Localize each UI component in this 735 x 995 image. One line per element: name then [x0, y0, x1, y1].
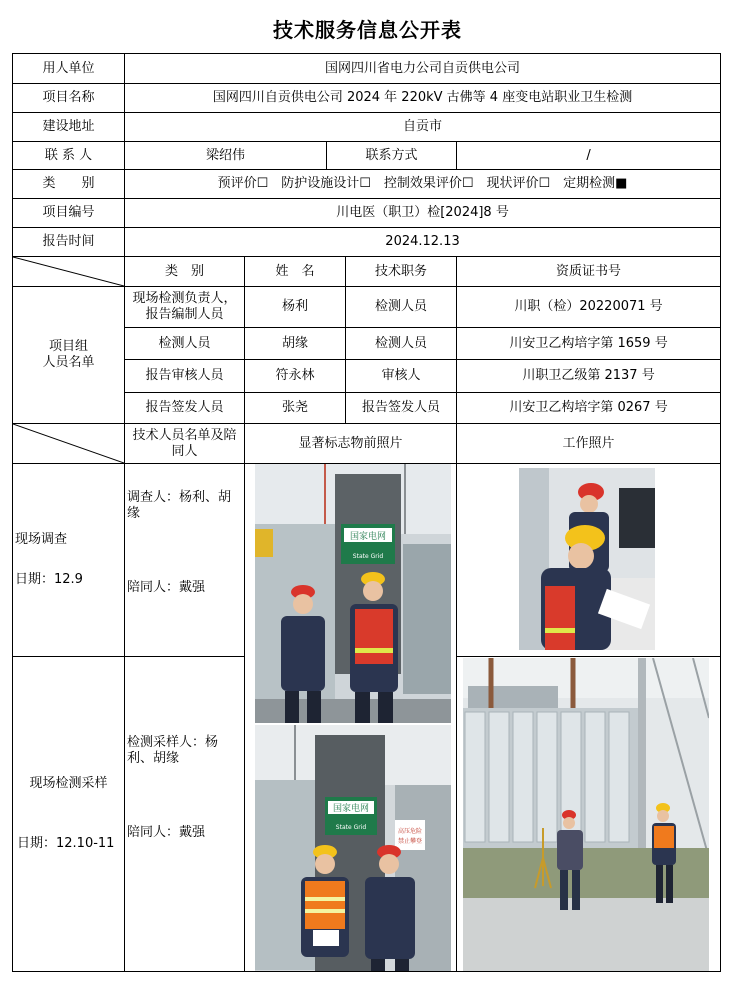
row-unit: [13, 54, 721, 84]
member-title: 报告签发人员: [346, 393, 457, 424]
sampling-samplers: 检测采样人：杨利、胡缘: [127, 735, 219, 766]
survey-label: 现场调查: [15, 532, 68, 547]
photo-header-landmark: 显著标志物前照片: [245, 424, 457, 464]
member-cert: 川职（检）20220071 号: [457, 287, 721, 328]
category-value: 预评价☐ 防护设施设计☐ 控制效果评价☐ 现状评价☐ 定期检测■: [125, 170, 721, 199]
team-row: [13, 287, 721, 328]
team-group-label-1: 项目组: [48, 339, 88, 354]
project-label: 项目名称: [13, 84, 125, 113]
member-role: 现场检测负责人，报告编制人员: [125, 287, 245, 328]
contact-label: 联 系 人: [13, 142, 125, 170]
sampling-label: 现场检测采样: [29, 776, 108, 791]
row-contact: [13, 142, 721, 170]
sampling-staff-cell: [125, 657, 245, 972]
sampling-date: 日期：12.10-11: [17, 836, 115, 851]
address-value: 自贡市: [125, 113, 721, 142]
team-group-label-2: 人员名单: [42, 355, 95, 370]
row-number: [13, 199, 721, 228]
survey-staff-cell: [125, 464, 245, 657]
team-header-cert: 资质证书号: [457, 257, 721, 287]
unit-label: 用人单位: [13, 54, 125, 84]
row-project: [13, 84, 721, 113]
team-group-label: [13, 287, 125, 424]
category-label: 类 别: [13, 170, 125, 199]
work-photo-survey: [519, 468, 655, 650]
address-label: 建设地址: [13, 113, 125, 142]
unit-value: 国网四川省电力公司自贡供电公司: [125, 54, 721, 84]
number-label: 项目编号: [13, 199, 125, 228]
landmark-photo-sampling: [255, 725, 451, 972]
row-report-time: [13, 228, 721, 257]
survey-row: [13, 464, 721, 657]
warning-text-2: 禁止攀登: [397, 838, 423, 845]
member-title: 检测人员: [346, 287, 457, 328]
member-cert: 川职卫乙级第 2137 号: [457, 360, 721, 393]
work-photo-cell-survey: [457, 464, 721, 657]
diagonal-line: [13, 424, 124, 463]
contact-method-value: /: [457, 142, 721, 170]
member-title: 审核人: [346, 360, 457, 393]
survey-label-cell: [13, 464, 125, 657]
member-cert: 川安卫乙构培字第 1659 号: [457, 328, 721, 360]
page-title: 技术服务信息公开表: [273, 18, 462, 42]
number-value: 川电医（职卫）检[2024]8 号: [125, 199, 721, 228]
diagonal-cell: [13, 257, 125, 287]
survey-investigators: 调查人：杨利、胡缘: [127, 490, 232, 521]
diagonal-line: [13, 257, 124, 286]
photo-header-staff: 技术人员名单及陪同人: [125, 424, 245, 464]
report-time-value: 2024.12.13: [125, 228, 721, 257]
info-table: [12, 53, 721, 972]
work-photo-sampling: [463, 658, 709, 971]
sign-text-2: State Grid: [335, 824, 367, 831]
report-time-label: 报告时间: [13, 228, 125, 257]
work-photo-cell-sampling: [457, 657, 721, 972]
team-header-name: 姓 名: [245, 257, 346, 287]
contact-value: 梁绍伟: [125, 142, 327, 170]
sign-text: 国家电网: [332, 804, 370, 814]
member-role: 报告审核人员: [125, 360, 245, 393]
row-address: [13, 113, 721, 142]
contact-method-label: 联系方式: [327, 142, 457, 170]
team-header-row: [13, 257, 721, 287]
landmark-photo-survey: [255, 464, 451, 723]
member-role: 报告签发人员: [125, 393, 245, 424]
survey-date: 日期：12.9: [15, 572, 83, 587]
photo-header-row: [13, 424, 721, 464]
sign-text: 国家电网: [349, 532, 387, 542]
member-name: 杨利: [245, 287, 346, 328]
project-value: 国网四川自贡供电公司 2024 年 220kV 古佛等 4 座变电站职业卫生检测: [125, 84, 721, 113]
photo-header-work: 工作照片: [457, 424, 721, 464]
member-cert: 川安卫乙构培字第 0267 号: [457, 393, 721, 424]
member-name: 符永林: [245, 360, 346, 393]
survey-companion: 陪同人：戴强: [127, 580, 206, 595]
member-role: 检测人员: [125, 328, 245, 360]
sampling-label-cell: [13, 657, 125, 972]
sign-text-2: State Grid: [352, 553, 384, 560]
row-category: [13, 170, 721, 199]
warning-text: 高压危险: [397, 828, 423, 835]
member-name: 胡缘: [245, 328, 346, 360]
team-header-role: 类 别: [125, 257, 245, 287]
member-title: 检测人员: [346, 328, 457, 360]
diagonal-cell: [13, 424, 125, 464]
landmark-photo-cell: [245, 464, 457, 972]
team-header-title: 技术职务: [346, 257, 457, 287]
sampling-companion: 陪同人：戴强: [127, 825, 206, 840]
member-name: 张尧: [245, 393, 346, 424]
